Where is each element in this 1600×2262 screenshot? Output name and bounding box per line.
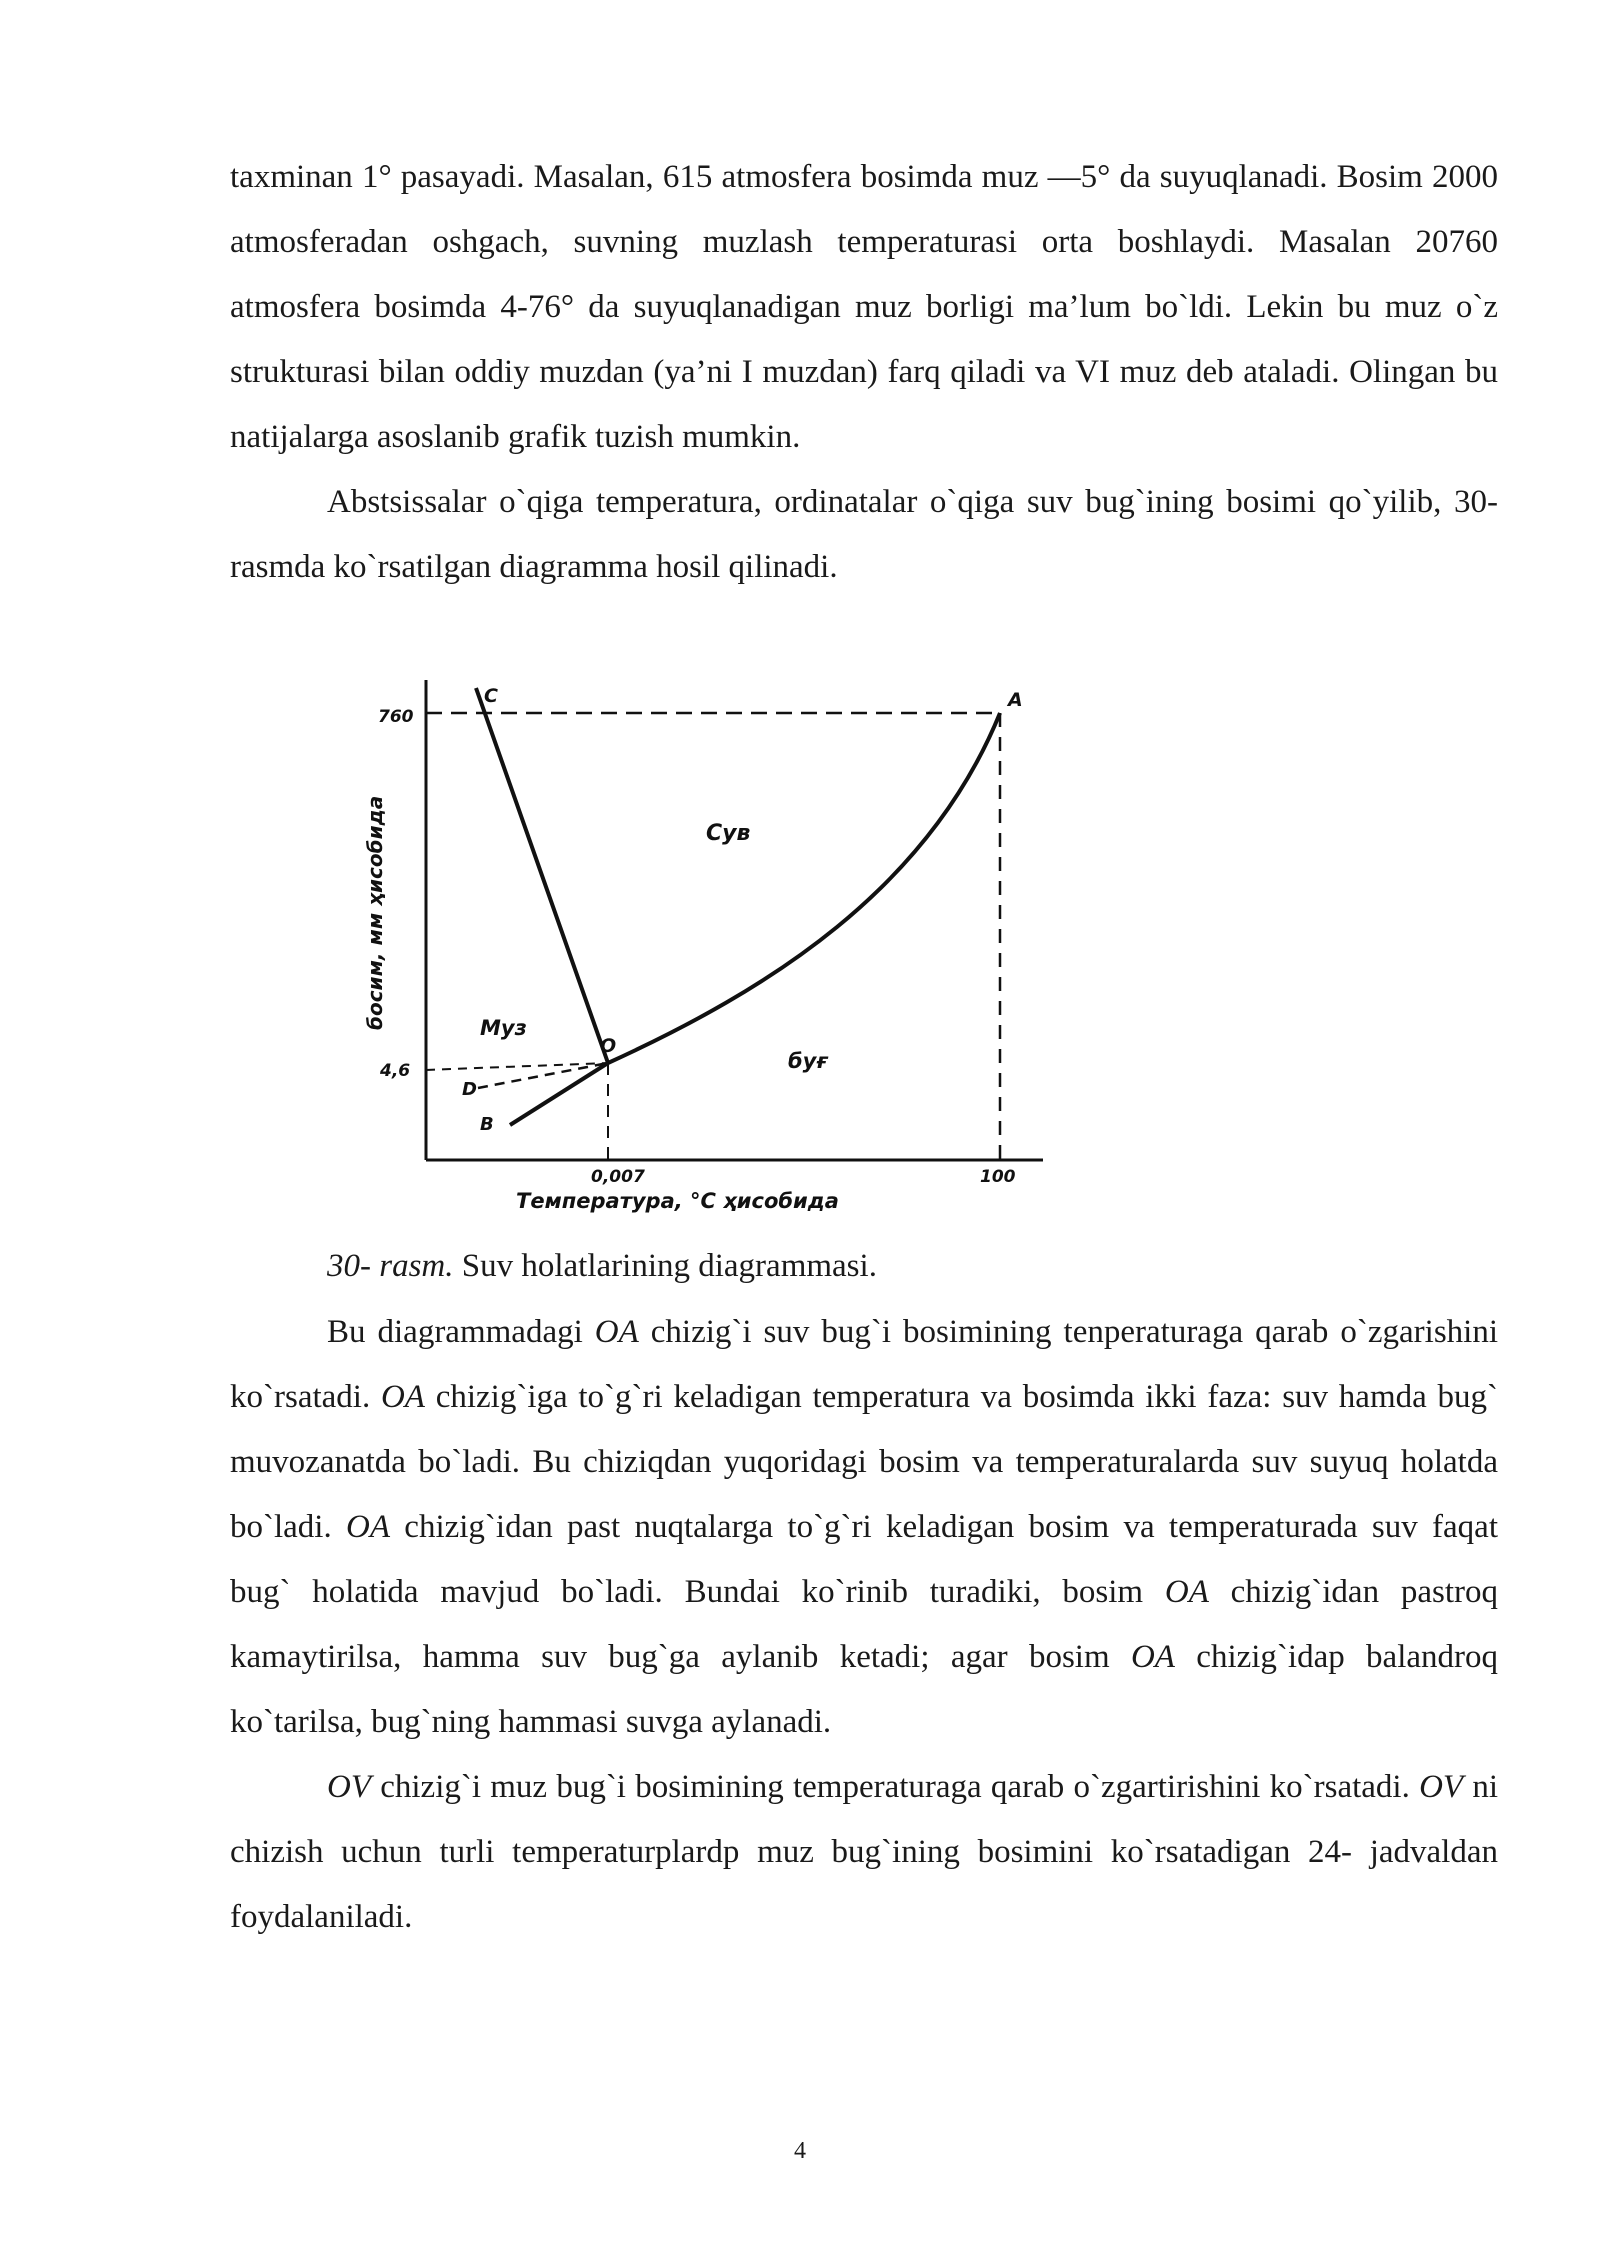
- text-run: ni chizish uchun turli temperaturplardp muz bug`ining bosimini ko`rsatadigan 24- jadvaldan foydalaniladi.: [230, 1769, 1499, 1935]
- point-d-label: D: [462, 1079, 477, 1100]
- region-ice-label: Муз: [480, 1016, 527, 1040]
- text-run: chizig`iga to`g`ri keladigan temperatura va bosimda ikki faza: suv hamda bug` muvozanatda bo`ladi. Bu chiziqdan yuqoridagi bosim va temperaturalarda suv suyuq holatda bo`ladi.: [230, 1379, 1498, 1545]
- term-oa: OA: [1130, 1639, 1175, 1675]
- figure-caption: [327, 1234, 877, 1299]
- term-oa: OA: [380, 1379, 425, 1415]
- curve-oc: [476, 688, 608, 1063]
- term-ov: OV: [1419, 1769, 1464, 1805]
- phase-diagram-figure: [338, 660, 1058, 1220]
- text-run: chizig`idan pastroq kamaytirilsa, hamma suv bug`ga aylanib ketadi; agar bosim: [230, 1574, 1498, 1675]
- point-o-label: O: [600, 1035, 617, 1057]
- y-tick-760: 760: [378, 707, 414, 727]
- curve-ob: [510, 1063, 608, 1125]
- page-number: 4: [794, 2138, 806, 2164]
- x-axis-label: Температура, °С ҳисобида: [516, 1189, 839, 1213]
- term-ov: OV: [327, 1769, 371, 1805]
- text-run: chizig`i muz bug`i bosimining temperaturaga qarab o`zgartirishini ko`rsatadi.: [371, 1769, 1420, 1805]
- curve-oa: [608, 713, 1000, 1063]
- text-block-bottom: [230, 1300, 1498, 1950]
- term-oa: OA: [1164, 1574, 1209, 1610]
- term-oa: OA: [594, 1314, 639, 1350]
- figure-caption-text: Suv holatlarining diagrammasi.: [453, 1248, 877, 1284]
- term-oa: OA: [346, 1509, 391, 1545]
- text-run: Bu diagrammadagi: [327, 1314, 595, 1350]
- region-water-label: Сув: [706, 821, 751, 846]
- point-a-label: A: [1008, 689, 1023, 711]
- paragraph-ov: [230, 1755, 1498, 1950]
- text-block-top: [230, 145, 1498, 600]
- paragraph: Abstsissalar o`qiga temperatura, ordinatalar o`qiga suv bug`ining bosimi qo`yilib, 30- rasmda ko`rsatilgan diagramma hosil qilinadi.: [230, 484, 1498, 585]
- region-vapor-label: буғ: [788, 1049, 828, 1073]
- phase-diagram: [338, 660, 1058, 1220]
- y-axis-label: босим, мм ҳисобида: [363, 795, 387, 1030]
- text-run: chizig`idan past nuqtalarga to`g`ri keladigan bosim va temperaturada suv faqat bug` holatida mavjud bo`ladi. Bundai ko`rinib turadiki, bosim: [230, 1509, 1498, 1610]
- point-b-label: B: [480, 1114, 494, 1135]
- text-run: chizig`i suv bug`i bosimining tenperaturaga qarab o`zgarishini ko`rsatadi.: [230, 1314, 1498, 1415]
- paragraph-oa: [230, 1300, 1498, 1755]
- y-tick-4-6: 4,6: [380, 1061, 411, 1081]
- point-c-label: C: [484, 685, 498, 707]
- x-tick-100: 100: [980, 1167, 1016, 1187]
- text-run: chizig`idap balandroq ko`tarilsa, bug`ning hammasi suvga aylanadi.: [230, 1639, 1499, 1740]
- paragraph: taxminan 1° pasayadi. Masalan, 615 atmosfera bosimda muz —5° da suyuqlanadi. Bosim 2000 atmosferadan oshgach, suvning muzlash temperaturasi orta boshlaydi. Masalan 20760 atmosfera bosimda 4-76° da suyuqlanadigan muz borligi ma’lum bo`ldi. Lekin bu muz o`z strukturasi bilan oddiy muzdan (ya’ni I muzdan) farq qiladi va VI muz deb ataladi. Olingan bu natijalarga asoslanib grafik tuzish mumkin.: [230, 159, 1498, 455]
- figure-number: 30- rasm.: [327, 1248, 454, 1284]
- x-tick-0-007: 0,007: [591, 1167, 645, 1187]
